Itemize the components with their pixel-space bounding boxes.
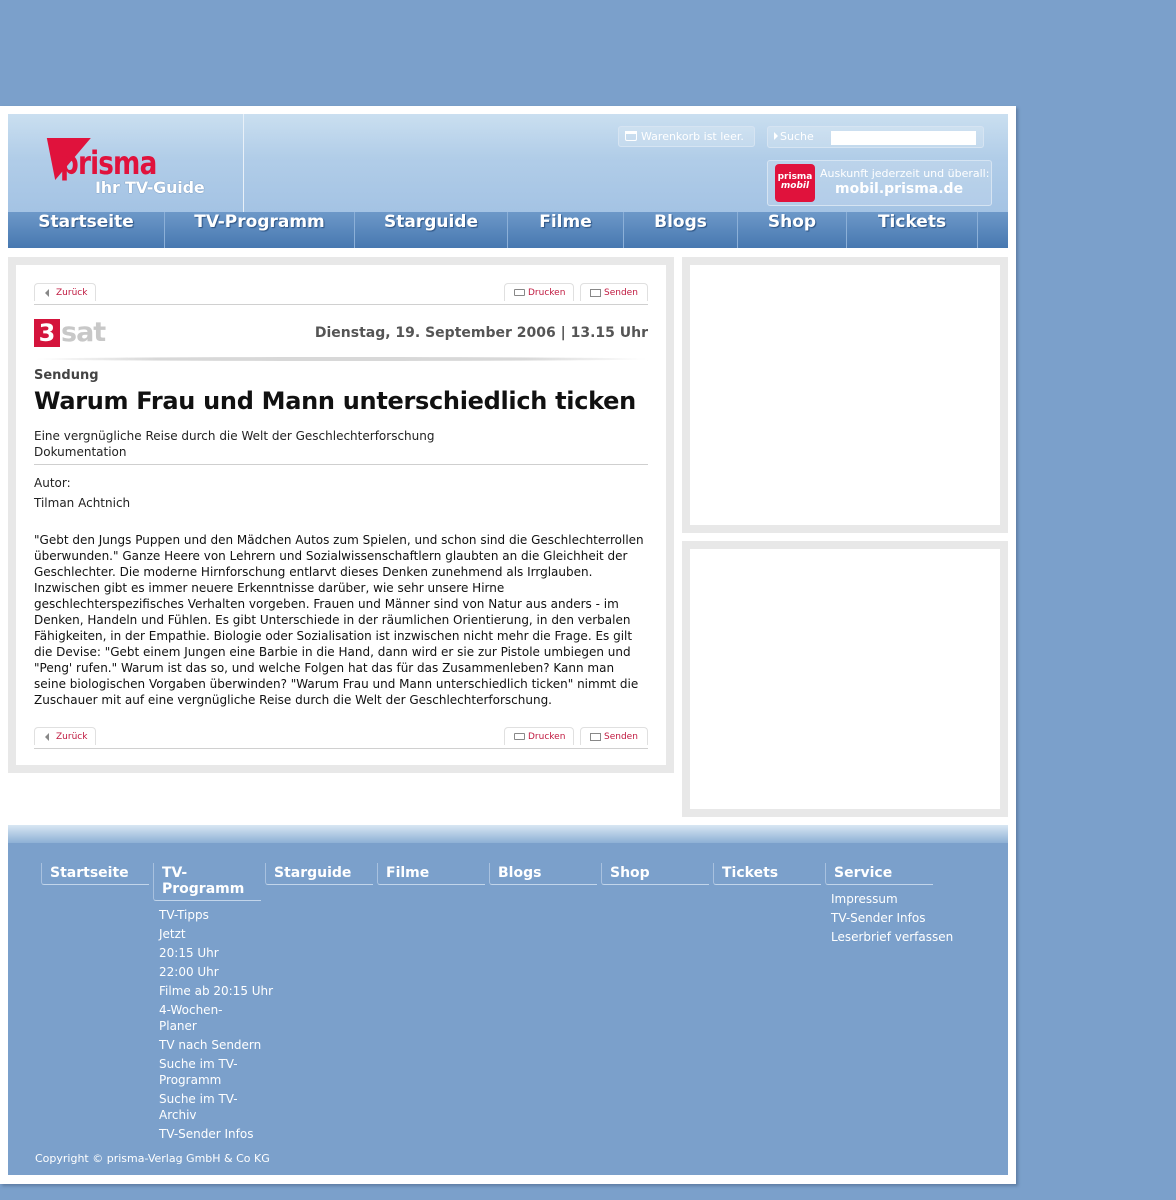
footer-link-impressum[interactable]: Impressum <box>831 892 898 906</box>
search-box <box>767 126 984 148</box>
print-button[interactable] <box>504 727 574 745</box>
toolbar-bottom <box>34 727 648 749</box>
footer-col-shop <box>601 863 709 885</box>
printer-icon <box>514 733 525 740</box>
header <box>8 114 1008 212</box>
envelope-icon <box>590 733 601 741</box>
channel-logo-name: sat <box>61 317 106 348</box>
footer-head-shop[interactable]: Shop <box>601 863 709 885</box>
footer <box>8 825 1008 1175</box>
nav-item-filme[interactable]: Filme <box>508 212 624 248</box>
cart-button[interactable] <box>618 126 755 147</box>
search-input[interactable] <box>831 131 976 145</box>
footer-col-tickets <box>713 863 821 885</box>
print-label: Drucken <box>528 288 566 298</box>
mobil-icon-top: prisma <box>777 172 813 182</box>
category-label: Sendung <box>34 368 99 383</box>
airtime: Dienstag, 19. September 2006 | 13.15 Uhr <box>314 325 648 341</box>
footer-link-sender-infos[interactable]: TV-Sender Infos <box>831 911 926 925</box>
page-title: Warum Frau und Mann unterschiedlich ticken <box>34 387 636 415</box>
footer-link-suche-archiv[interactable]: Suche im TV-Archiv <box>159 1092 238 1122</box>
send-label: Senden <box>604 288 638 298</box>
toolbar-top <box>34 283 648 305</box>
arrow-left-icon <box>45 289 49 297</box>
footer-link-leserbrief[interactable]: Leserbrief verfassen <box>831 930 954 944</box>
mobil-banner[interactable] <box>767 160 992 206</box>
footer-col-startseite <box>41 863 149 885</box>
footer-col-starguide <box>265 863 373 885</box>
page-wrapper <box>0 106 1016 1184</box>
back-button[interactable] <box>34 283 96 301</box>
logo-wordmark: prisma <box>60 144 157 182</box>
mobil-tagline: Auskunft jederzeit und überall: <box>820 167 990 180</box>
sidebar-ad-slot-1 <box>690 265 1000 525</box>
channel-logo-number: 3 <box>34 319 60 347</box>
send-label: Senden <box>604 732 638 742</box>
print-label: Drucken <box>528 732 566 742</box>
logo-tagline: Ihr TV-Guide <box>95 178 205 197</box>
description-text: "Gebt den Jungs Puppen und den Mädchen Autos zum Spielen, und schon sind die Geschlechterrollen überwunden." Ganze Heere von Lehrern und Sozialwissenschaftlern glaubten an die Gleichheit der Geschlechter. Die moderne Hirnforschung entlarvt dieses Denken zunehmend als Irrglauben. Inzwischen gibt es immer neuere Erkenntnisse darüber, wie sehr unsere Hirne geschlechterspezifisches Verhalten vorgeben. Frauen und Männer sind von Natur aus anders - im Denken, Handeln und Fühlen. Es gibt Unterschiede in der räumlichen Orientierung, in den verbalen Fähigkeiten, in der Empathie. Biologie oder Sozialisation ist inzwischen nicht mehr die Frage. Es gilt die Devise: "Gebt einem Jungen eine Barbie in die Hand, dann wird er sie zur Pistole umbiegen und "Peng' rufen." Warum ist das so, und welche Folgen hat das für das Zusammenleben? Kann man seine biologischen Vorgaben überwinden? "Warum Frau und Mann unterschiedlich ticken" nimmt die Zuschauer mit auf eine vergnügliche Reise durch die Welt der Geschlechterforschung. <box>34 533 644 707</box>
print-button[interactable] <box>504 283 574 301</box>
subtitle: Eine vergnügliche Reise durch die Welt der Geschlechterforschung <box>34 429 435 443</box>
back-label: Zurück <box>56 732 88 742</box>
mobil-url: mobil.prisma.de <box>835 181 964 197</box>
sidebar-ad-slot-2 <box>690 549 1000 809</box>
author-label: Autor: <box>34 476 71 490</box>
divider <box>34 464 648 465</box>
content-frame <box>8 257 674 773</box>
cart-label: Warenkorb ist leer. <box>641 130 744 143</box>
footer-link-4-wochen-planer[interactable]: 4-Wochen-Planer <box>159 1003 223 1033</box>
envelope-icon <box>590 289 601 297</box>
mobil-icon-bottom: mobil <box>780 181 810 191</box>
arrow-left-icon <box>45 733 49 741</box>
footer-head-tickets[interactable]: Tickets <box>713 863 821 885</box>
footer-head-blogs[interactable]: Blogs <box>489 863 597 885</box>
footer-head-startseite[interactable]: Startseite <box>41 863 149 885</box>
back-button[interactable] <box>34 727 96 745</box>
nav-item-shop[interactable]: Shop <box>738 212 847 248</box>
broadcast-detail <box>16 265 666 765</box>
back-label: Zurück <box>56 288 88 298</box>
nav-item-starguide[interactable]: Starguide <box>355 212 508 248</box>
printer-icon <box>514 289 525 296</box>
footer-head-starguide[interactable]: Starguide <box>265 863 373 885</box>
footer-head-service[interactable]: Service <box>825 863 933 885</box>
footer-link-2015[interactable]: 20:15 Uhr <box>159 946 219 960</box>
author-name: Tilman Achtnich <box>34 496 131 510</box>
footer-divider-bar <box>8 825 1008 843</box>
copyright: Copyright © prisma-Verlag GmbH & Co KG <box>35 1152 270 1165</box>
logo-area[interactable] <box>8 114 244 212</box>
prisma-mobil-icon <box>775 164 815 202</box>
footer-link-jetzt[interactable]: Jetzt <box>159 927 186 941</box>
footer-col-filme <box>377 863 485 885</box>
nav-item-blogs[interactable]: Blogs <box>624 212 738 248</box>
channel-logo <box>34 319 114 349</box>
footer-links-tv-programm <box>153 907 278 1142</box>
divider <box>34 357 648 361</box>
footer-link-2200[interactable]: 22:00 Uhr <box>159 965 219 979</box>
send-button[interactable] <box>580 283 648 301</box>
footer-link-suche-programm[interactable]: Suche im TV-Programm <box>159 1057 238 1087</box>
nav-item-tv-programm[interactable]: TV-Programm <box>165 212 355 248</box>
sidebar-ad-frame-2 <box>682 541 1008 817</box>
footer-link-tv-nach-sendern[interactable]: TV nach Sendern <box>159 1038 262 1052</box>
nav-item-startseite[interactable]: Startseite <box>8 212 165 248</box>
footer-link-tv-sender-infos[interactable]: TV-Sender Infos <box>159 1127 254 1141</box>
footer-col-service <box>825 863 985 948</box>
nav-item-tickets[interactable]: Tickets <box>847 212 978 248</box>
search-label[interactable]: Suche <box>774 130 814 143</box>
footer-head-tv-programm[interactable]: TV-Programm <box>153 863 261 901</box>
footer-link-filme-2015[interactable]: Filme ab 20:15 Uhr <box>159 984 274 998</box>
footer-col-blogs <box>489 863 597 885</box>
main-nav <box>8 212 1008 248</box>
footer-col-tv-programm <box>153 863 278 1145</box>
footer-link-tv-tipps[interactable]: TV-Tipps <box>159 908 209 922</box>
shopping-cart-icon <box>625 131 637 141</box>
send-button[interactable] <box>580 727 648 745</box>
sidebar-ad-frame-1 <box>682 257 1008 533</box>
genre: Dokumentation <box>34 445 127 459</box>
footer-links-service <box>825 891 985 945</box>
footer-head-filme[interactable]: Filme <box>377 863 485 885</box>
